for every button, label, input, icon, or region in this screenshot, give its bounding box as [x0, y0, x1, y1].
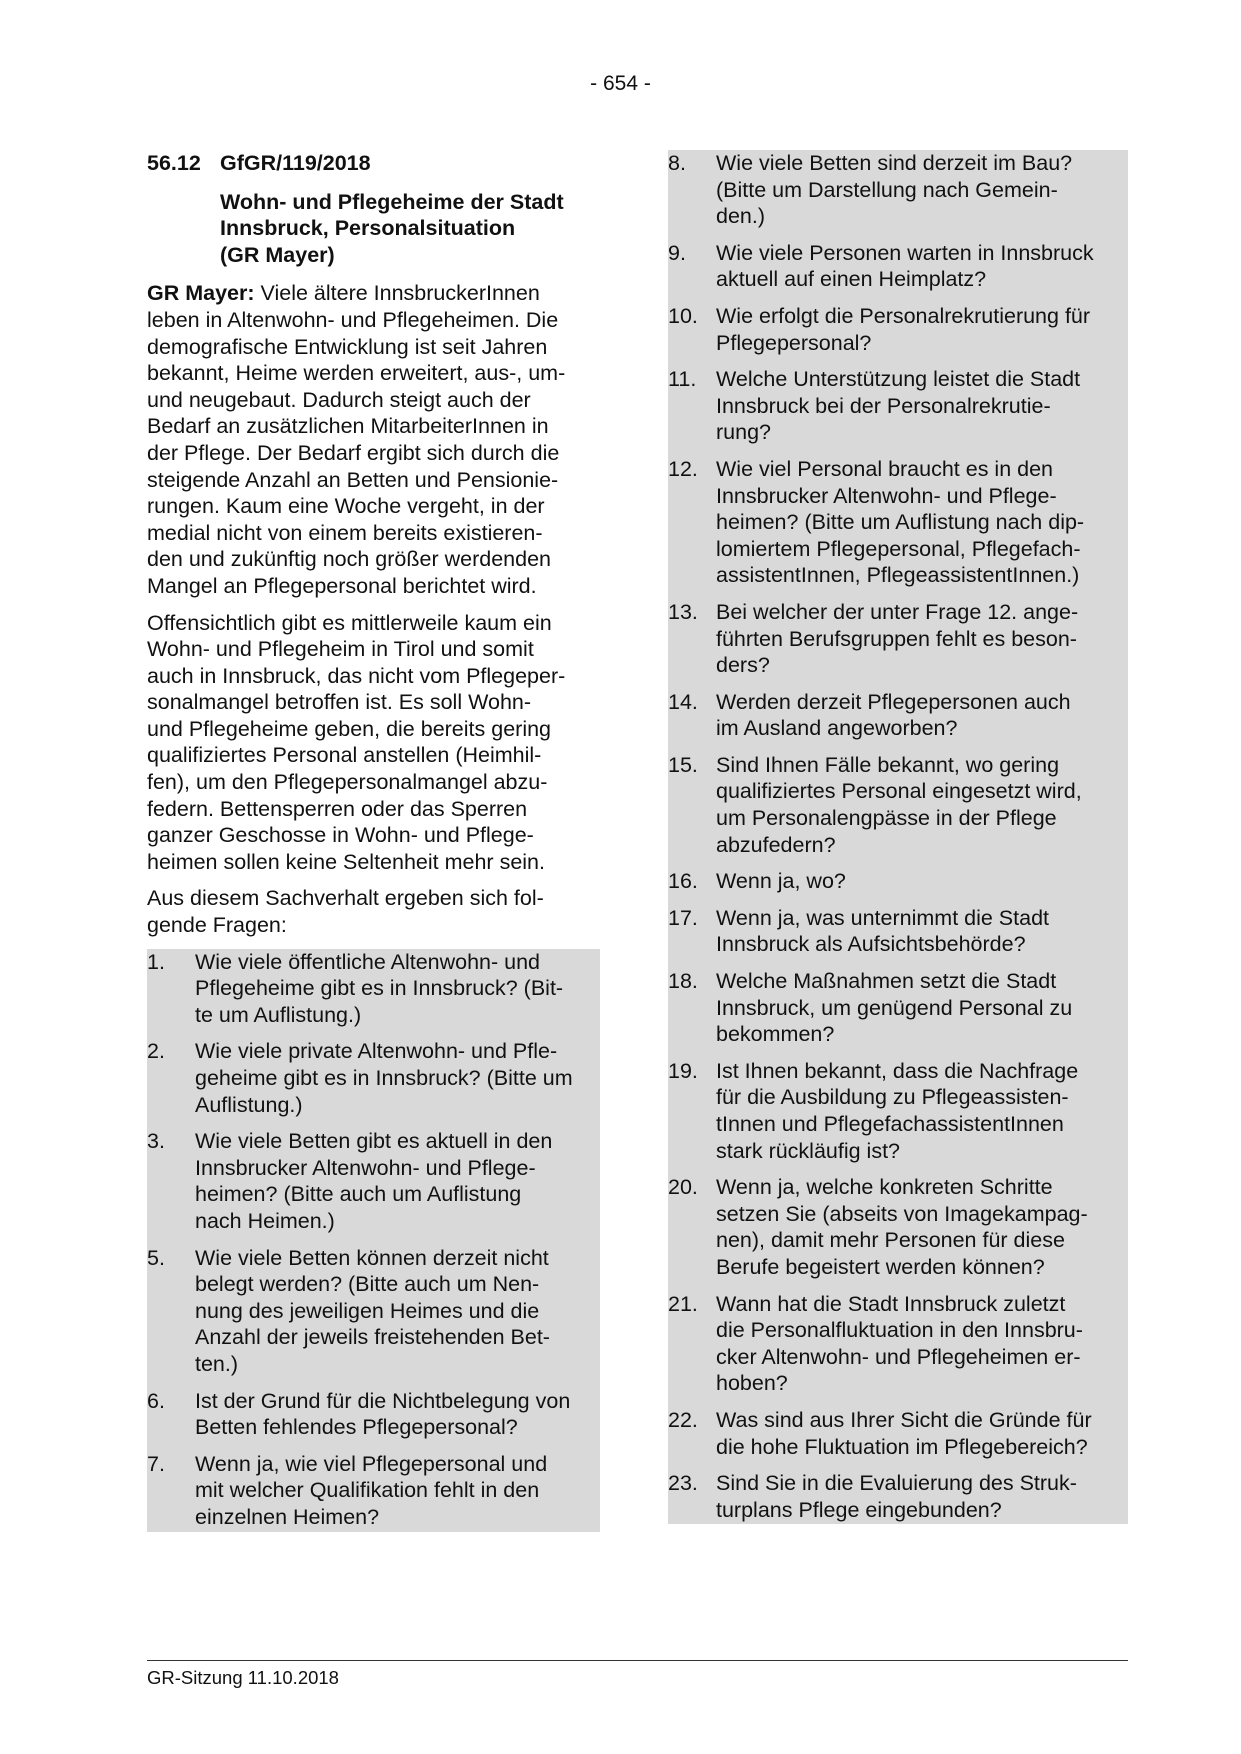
- question-line: bekommen?: [716, 1022, 835, 1047]
- question-line: Wann hat die Stadt Innsbruck zuletzt: [716, 1291, 1066, 1316]
- question-text: [195, 1388, 570, 1441]
- question-text: [195, 1451, 547, 1531]
- footer-session-date: GR-Sitzung 11.10.2018: [147, 1667, 339, 1688]
- question-line: Wie erfolgt die Personalrekrutierung für: [716, 303, 1091, 328]
- paragraph: [147, 885, 600, 938]
- question-item: [668, 689, 1128, 742]
- question-text: [716, 240, 1094, 293]
- paragraph-line: Mangel an Pflegepersonal berichtet wird.: [147, 573, 537, 598]
- question-line: Innsbruck, um genügend Personal zu: [716, 995, 1073, 1020]
- paragraph-line: qualifiziertes Personal anstellen (Heimhil-: [147, 743, 542, 768]
- question-item: [147, 1451, 600, 1531]
- question-text: [716, 1291, 1083, 1397]
- question-item: [668, 1291, 1128, 1397]
- question-text: [716, 150, 1072, 230]
- question-item: [668, 968, 1128, 1048]
- question-line: Was sind aus Ihrer Sicht die Gründe für: [716, 1407, 1092, 1432]
- question-text: [716, 1407, 1092, 1460]
- paragraph-line: demografische Entwicklung ist seit Jahren: [147, 334, 548, 359]
- question-number: 13.: [668, 599, 698, 624]
- question-number: 11.: [668, 367, 697, 392]
- question-line: Wie viel Personal braucht es in den: [716, 456, 1054, 481]
- agenda-heading: [147, 150, 600, 177]
- question-text: [195, 1128, 552, 1234]
- question-number: 8.: [668, 151, 686, 175]
- question-item: [668, 150, 1128, 230]
- paragraph-line: und neugebaut. Dadurch steigt auch der: [147, 387, 531, 412]
- question-line: setzen Sie (abseits von Imagekampag-: [716, 1201, 1088, 1226]
- question-line: Wie viele Personen warten in Innsbruck: [716, 240, 1094, 265]
- question-line: Welche Maßnahmen setzt die Stadt: [716, 969, 1057, 994]
- question-text: [716, 456, 1084, 589]
- question-text: [716, 366, 1080, 446]
- question-line: Welche Unterstützung leistet die Stadt: [716, 367, 1081, 392]
- question-number: 1.: [147, 949, 165, 974]
- question-item: [668, 905, 1128, 958]
- question-line: einzelnen Heimen?: [195, 1504, 380, 1529]
- agenda-title: [220, 189, 600, 269]
- question-line: geheime gibt es in Innsbruck? (Bitte um: [195, 1066, 573, 1090]
- question-item: [668, 240, 1128, 293]
- question-text: [716, 599, 1078, 679]
- question-text: [716, 303, 1090, 356]
- question-line: Wie viele private Altenwohn- und Pfle-: [195, 1039, 558, 1064]
- question-line: lomiertem Pflegepersonal, Pflegefach-: [716, 536, 1081, 561]
- question-line: Pflegepersonal?: [716, 330, 872, 355]
- question-line: Innsbrucker Altenwohn- und Pflege-: [195, 1155, 536, 1180]
- question-line: turplans Pflege eingebunden?: [716, 1497, 1002, 1522]
- speaker-name: GR Mayer:: [147, 281, 255, 306]
- question-number: 17.: [668, 905, 698, 930]
- question-text: [195, 1245, 550, 1378]
- question-text: [716, 752, 1082, 858]
- question-number: 16.: [668, 869, 698, 894]
- question-line: Sind Ihnen Fälle bekannt, wo gering: [716, 752, 1060, 777]
- question-text: [716, 689, 1071, 742]
- left-column: [147, 150, 600, 1532]
- question-number: 18.: [668, 969, 698, 994]
- question-line: Berufe begeistert werden können?: [716, 1254, 1045, 1279]
- question-line: die hohe Fluktuation im Pflegebereich?: [716, 1434, 1088, 1459]
- paragraph-line: leben in Altenwohn- und Pflegeheimen. Die: [147, 307, 559, 332]
- paragraph-line: gende Fragen:: [147, 913, 287, 938]
- question-item: [668, 1058, 1128, 1164]
- question-item: [668, 303, 1128, 356]
- question-line: Wie viele öffentliche Altenwohn- und: [195, 949, 541, 974]
- question-line: tInnen und PflegefachassistentInnen: [716, 1112, 1064, 1136]
- question-item: [668, 752, 1128, 858]
- agenda-title-line: Wohn- und Pflegeheime der Stadt: [220, 189, 564, 214]
- question-line: Sind Sie in die Evaluierung des Struk-: [716, 1471, 1077, 1496]
- question-line: Pflegeheime gibt es in Innsbruck? (Bit-: [195, 976, 564, 1001]
- question-line: ders?: [716, 653, 770, 678]
- question-item: [668, 1174, 1128, 1280]
- question-number: 12.: [668, 456, 698, 481]
- question-text: [716, 868, 846, 895]
- question-text: [716, 1174, 1088, 1280]
- question-line: (Bitte um Darstellung nach Gemein-: [716, 177, 1058, 202]
- question-item: [668, 599, 1128, 679]
- question-line: nung des jeweiligen Heimes und die: [195, 1298, 540, 1323]
- question-line: den.): [716, 204, 766, 229]
- right-column: [668, 150, 1128, 1524]
- question-text: [716, 1470, 1077, 1523]
- question-number: 6.: [147, 1388, 165, 1413]
- question-number: 3.: [147, 1129, 165, 1154]
- paragraph-line: der Pflege. Der Bedarf ergibt sich durch die: [147, 440, 560, 465]
- question-line: Wie viele Betten gibt es aktuell in den: [195, 1129, 553, 1154]
- question-line: für die Ausbildung zu Pflegeassisten-: [716, 1085, 1069, 1110]
- question-item: [668, 1470, 1128, 1523]
- paragraph-line: rungen. Kaum eine Woche vergeht, in der: [147, 494, 545, 519]
- question-number: 19.: [668, 1058, 698, 1083]
- question-item: [147, 1128, 600, 1234]
- body-paragraphs: [147, 280, 600, 938]
- question-item: [147, 949, 600, 1029]
- question-line: Betten fehlendes Pflegepersonal?: [195, 1415, 518, 1440]
- question-line: ten.): [195, 1351, 239, 1376]
- question-number: 7.: [147, 1451, 165, 1476]
- question-line: Bei welcher der unter Frage 12. ange-: [716, 599, 1079, 624]
- question-line: Anzahl der jeweils freistehenden Bet-: [195, 1325, 550, 1350]
- question-line: die Personalfluktuation in den Innsbru-: [716, 1318, 1083, 1343]
- question-line: cker Altenwohn- und Pflegeheimen er-: [716, 1344, 1081, 1369]
- question-list-right: [668, 150, 1128, 1524]
- paragraph-line: federn. Bettensperren oder das Sperren: [147, 796, 528, 821]
- question-number: 14.: [668, 689, 698, 714]
- question-text: [195, 1038, 573, 1118]
- question-line: führten Berufsgruppen fehlt es beson-: [716, 626, 1077, 651]
- question-item: [147, 1245, 600, 1378]
- question-text: [716, 1058, 1078, 1164]
- question-line: im Ausland angeworben?: [716, 716, 958, 741]
- paragraph-line: heimen sollen keine Seltenheit mehr sein.: [147, 849, 545, 874]
- question-text: [195, 949, 563, 1029]
- question-line: Ist der Grund für die Nichtbelegung von: [195, 1388, 571, 1413]
- agenda-reference: GfGR/119/2018: [220, 151, 371, 175]
- paragraph-line: fen), um den Pflegepersonalmangel abzu-: [147, 770, 548, 795]
- question-line: Werden derzeit Pflegepersonen auch: [716, 689, 1071, 714]
- question-line: heimen? (Bitte um Auflistung nach dip-: [716, 510, 1085, 535]
- question-item: [668, 456, 1128, 589]
- paragraph-line: medial nicht von einem bereits existieren-: [147, 520, 543, 545]
- question-line: Wie viele Betten können derzeit nicht: [195, 1245, 549, 1270]
- paragraph-line: auch in Innsbruck, das nicht vom Pflegeper-: [147, 663, 566, 688]
- question-item: [147, 1388, 600, 1441]
- question-number: 15.: [668, 752, 698, 777]
- question-line: Innsbrucker Altenwohn- und Pflege-: [716, 483, 1057, 508]
- question-line: abzufedern?: [716, 832, 836, 857]
- question-line: Wenn ja, wie viel Pflegepersonal und: [195, 1451, 548, 1476]
- question-line: nen), damit mehr Personen für diese: [716, 1228, 1065, 1253]
- question-text: [716, 905, 1049, 958]
- question-number: 5.: [147, 1245, 165, 1270]
- question-line: rung?: [716, 420, 771, 445]
- paragraph: [147, 280, 600, 599]
- page-number: - 654 -: [590, 72, 651, 95]
- question-line: belegt werden? (Bitte auch um Nen-: [195, 1272, 540, 1297]
- question-line: Auflistung.): [195, 1092, 303, 1117]
- question-line: um Personalengpässe in der Pflege: [716, 806, 1057, 831]
- question-line: nach Heimen.): [195, 1208, 335, 1233]
- question-line: Wenn ja, was unternimmt die Stadt: [716, 905, 1050, 930]
- question-line: mit welcher Qualifikation fehlt in den: [195, 1478, 540, 1503]
- paragraph-line: Wohn- und Pflegeheim in Tirol und somit: [147, 637, 534, 662]
- question-line: Innsbruck als Aufsichtsbehörde?: [716, 932, 1026, 957]
- question-number: 2.: [147, 1039, 165, 1064]
- question-number: 22.: [668, 1407, 698, 1432]
- question-item: [668, 1407, 1128, 1460]
- question-text: [716, 968, 1072, 1048]
- question-number: 9.: [668, 240, 686, 265]
- question-line: aktuell auf einen Heimplatz?: [716, 267, 987, 292]
- paragraph-line: den und zukünftig noch größer werdenden: [147, 547, 551, 572]
- paragraph-line: und Pflegeheime geben, die bereits gering: [147, 716, 552, 741]
- question-item: [147, 1038, 600, 1118]
- paragraph-line: sonalmangel betroffen ist. Es soll Wohn-: [147, 690, 532, 715]
- paragraph-text: Viele ältere InnsbruckerInnen: [254, 281, 540, 306]
- agenda-title-line: (GR Mayer): [220, 242, 335, 267]
- question-line: qualifiziertes Personal eingesetzt wird,: [716, 779, 1082, 804]
- paragraph-line: [147, 280, 600, 307]
- paragraph-line: Aus diesem Sachverhalt ergeben sich fol-: [147, 886, 544, 911]
- question-line: Wie viele Betten sind derzeit im Bau?: [716, 151, 1073, 175]
- paragraph: [147, 610, 600, 876]
- question-line: Wenn ja, wo?: [716, 869, 846, 894]
- question-line: Wenn ja, welche konkreten Schritte: [716, 1175, 1053, 1200]
- agenda-title-line: Innsbruck, Personalsituation: [220, 216, 516, 241]
- question-line: stark rückläufig ist?: [716, 1138, 901, 1163]
- question-line: Ist Ihnen bekannt, dass die Nachfrage: [716, 1058, 1079, 1083]
- question-number: 10.: [668, 303, 698, 328]
- question-number: 21.: [668, 1291, 698, 1316]
- paragraph-line: ganzer Geschosse in Wohn- und Pflege-: [147, 823, 534, 848]
- question-number: 23.: [668, 1471, 698, 1496]
- paragraph-line: bekannt, Heime werden erweitert, aus-, um-: [147, 361, 566, 386]
- question-number: 20.: [668, 1175, 698, 1200]
- question-list-left: [147, 949, 600, 1532]
- paragraph-line: Offensichtlich gibt es mittlerweile kaum ein: [147, 610, 552, 635]
- question-line: te um Auflistung.): [195, 1002, 362, 1027]
- footer-divider: [147, 1660, 1128, 1661]
- question-line: assistentInnen, PflegeassistentInnen.): [716, 563, 1080, 588]
- question-item: [668, 868, 1128, 895]
- paragraph-line: Bedarf an zusätzlichen MitarbeiterInnen in: [147, 414, 549, 439]
- question-line: hoben?: [716, 1371, 788, 1396]
- question-item: [668, 366, 1128, 446]
- agenda-number: 56.12: [147, 151, 201, 175]
- question-line: heimen? (Bitte auch um Auflistung: [195, 1182, 522, 1207]
- paragraph-line: steigende Anzahl an Betten und Pensionie-: [147, 467, 559, 492]
- question-line: Innsbruck bei der Personalrekrutie-: [716, 393, 1051, 418]
